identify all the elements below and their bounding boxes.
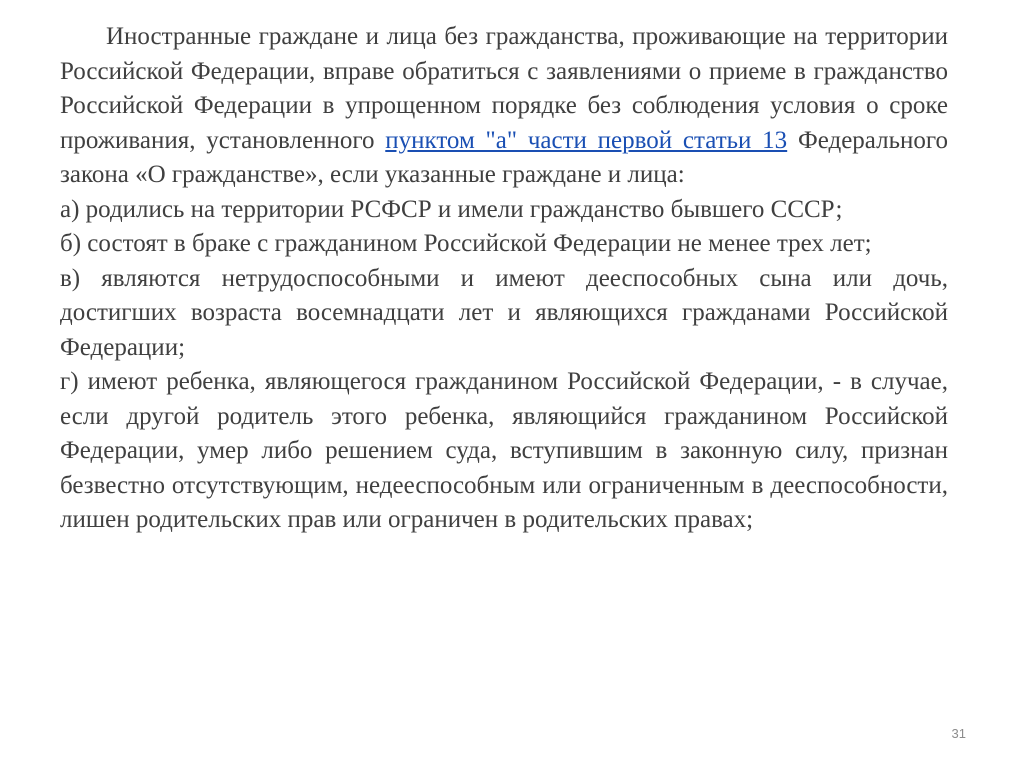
intro-paragraph: [60, 20, 948, 193]
slide-body: [60, 20, 948, 538]
page-number: 31: [951, 726, 966, 741]
intro-text-after-link: Федерального закона «О гражданстве», если указанные граждане и лица:: [60, 126, 948, 188]
list-item-b: б) состоят в браке с гражданином Российской Федерации не менее трех лет;: [60, 230, 872, 257]
list-item-v: в) являются нетрудоспособными и имеют дееспособных сына или дочь, достигших возраста восемнадцати лет и являющихся гражданами Российской Федерации;: [60, 264, 948, 361]
list-item-g: г) имеют ребенка, являющегося гражданином Российской Федерации, - в случае, если другой родитель этого ребенка, являющийся гражданином Российской Федерации, умер либо решением суда, вступившим в законную силу, признан безвестно отсутствующим, недееспособным или ограниченным в дееспособности, лишен родительских прав или ограничен в родительских правах;: [60, 368, 948, 533]
intro-text-before-link: Иностранные граждане и лица без гражданства, проживающие на территории Российской Федерации, вправе обратиться с заявлениями о приеме в гражданство Российской Федерации в упрощенном порядке без соблюдения условия о сроке проживания, установленного: [60, 23, 948, 154]
law-article-link[interactable]: пунктом "а" части первой статьи 13: [385, 126, 788, 154]
list-item-a: а) родились на территории РСФСР и имели гражданство бывшего СССР;: [60, 195, 843, 223]
